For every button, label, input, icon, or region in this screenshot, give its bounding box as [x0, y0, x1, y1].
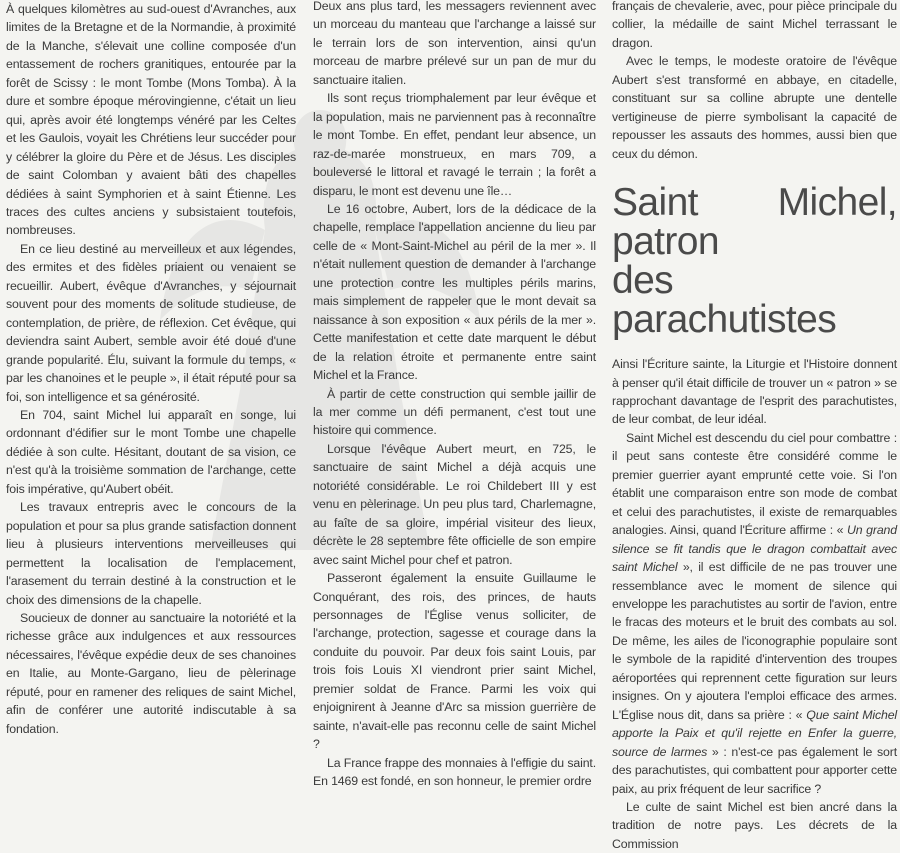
quote: Un grand silence se fit tandis que le dragon combattait avec saint Michel: [612, 523, 897, 575]
column-right: [612, 0, 897, 853]
paragraph: Deux ans plus tard, les messagers reviennent avec un morceau du manteau que l'archange a laissé sur le terrain lors de son intervention, ainsi qu'un morceau de marbre prélevé sur un pan de mur du sanctuaire italien.: [313, 0, 596, 87]
text-run: Saint Michel est descendu du ciel pour combattre : il peut sans conteste être considéré comme le premier guerrier ayant emprunté cette voie. Si l'on établit une comparaison entre son mode de combat et celui des parachutistes, il existe de remarquables analogies. Ainsi, quand l'Écriture affirme : «: [612, 430, 897, 538]
column-middle: [313, 0, 596, 790]
paragraph: Le 16 octobre, Aubert, lors de la dédicace de la chapelle, remplace l'appellation ancienne du lieu par celle de « Mont-Saint-Michel au péril de la mer ». Il n'était nullement question de demander à l'archange une protection contre les multiples périls marins, mais simplement de rappeler que le mont devait sa naissance à son exposition « aux périls de la mer ». Cette manifestation et cette date marquent le début de la relation étroite et permanente entre saint Michel et la France.: [313, 201, 596, 383]
paragraph: Passeront également la ensuite Guillaume le Conquérant, des rois, des princes, de hauts personnages de l'Église venus solliciter, de l'archange, protection, sagesse et courage dans la conduite du pouvoir. Par deux fois saint Louis, par trois fois Louis XI viendront prier saint Michel, premier soldat de France. Parmi les voix qui enjoignirent à Jeanne d'Arc sa mission guerrière de sainte, n'avait-elle pas reconnu celle de saint Michel ?: [313, 571, 596, 752]
paragraph: À quelques kilomètres au sud-ouest d'Avranches, aux limites de la Bretagne et de la Normandie, à proximité de la Manche, s'élevait une colline composée d'un entassement de rochers granitiques, entourée par la forêt de Scissy : le mont Tombe (Mons Tomba). À la dure et sombre époque mérovingienne, c'était un lieu qui, après avoir été longtemps vénéré par les Celtes et les Gaulois, voyait les Chrétiens leur succéder pour y célébrer la gloire du Père et de Jésus. Les disciples de saint Colomban y avaient bâti des chapelles dédiées à saint Symphorien et à saint Étienne. Les traces des cultes anciens y subsistaient toutefois, nombreuses.: [6, 2, 296, 238]
paragraph: Lorsque l'évêque Aubert meurt, en 725, le sanctuaire de saint Michel a déjà acquis une notoriété considérable. Le roi Childebert III y est venu en pèlerinage. Un peu plus tard, Charlemagne, au faîte de sa gloire, impérial visiteur des lieux, décrète le 28 septembre fête officielle de son empire avec saint Michel pour chef et patron.: [313, 441, 596, 567]
text-run: », il est difficile de ne pas trouver une ressemblance avec le moment de silence qui enveloppe les parachutistes au sortir de l'avion, entre le fracas des moteurs et le bruit des combats au sol. De même, les ailes de l'iconographie populaire sont le symbole de la rapidité d'intervention des troupes aéroportées qui reprennent cette figuration sur leurs insignes. On y ajoutera l'emploi efficace des armes. L'Église nous dit, dans sa prière : «: [612, 560, 897, 722]
paragraph: français de chevalerie, avec, pour pièce principale du collier, la médaille de saint Michel terrassant le dragon.: [612, 0, 897, 50]
text-run: » : n'est-ce pas également le sort des parachutistes, qui combattent pour apporter cette paix, au prix fréquent de leur sacrifice ?: [612, 744, 897, 796]
paragraph: [612, 429, 897, 798]
heading-line: Saint Michel, patron: [612, 181, 897, 264]
paragraph: La France frappe des monnaies à l'effigie du saint. En 1469 est fondé, en son honneur, le premier ordre: [313, 755, 596, 789]
quote: Que saint Michel apporte la Paix et qu'il rejette en Enfer la guerre, source de larmes: [612, 707, 897, 759]
paragraph: En 704, saint Michel lui apparaît en songe, lui ordonnant d'édifier sur le mont Tombe une chapelle dédiée à son culte. Hésitant, doutant de sa vision, ce n'est qu'à la troisième sommation de l'archange, cette fois impérative, qu'Aubert obéit.: [6, 407, 296, 496]
section-heading: [612, 181, 897, 342]
paragraph: Soucieux de donner au sanctuaire la notoriété et la richesse grâce aux indulgences et aux ressources nécessaires, l'évêque expédie deux de ses chanoines en Italie, au Monte-Gargano, lieu de pèlerinage réputé, pour en ramener des reliques de saint Michel, afin de conférer une autorité indiscutable à sa fondation.: [6, 610, 296, 736]
paragraph: Ainsi l'Écriture sainte, la Liturgie et l'Histoire donnent à penser qu'il était difficile de trouver un « patron » se rapprochant davantage de l'esprit des parachutistes, de leur combat, de leur idéal.: [612, 357, 897, 427]
paragraph: Avec le temps, le modeste oratoire de l'évêque Aubert s'est transformé en abbaye, en citadelle, constituant sur sa colline abrupte une dentelle vertigineuse de pierre symbolisant la capacité de repousser les assauts des hommes, aussi bien que ceux du démon.: [612, 54, 897, 161]
column-left: [6, 0, 296, 738]
paragraph: Ils sont reçus triomphalement par leur évêque et la population, mais ne parviennent pas à reconnaître le mont Tombe. En effet, pendant leur absence, un raz-de-marée monstrueux, en mars 709, a bouleversé le littoral et ravagé le terrain ; la forêt a disparu, le mont est devenu une île…: [313, 91, 596, 198]
paragraph: En ce lieu destiné au merveilleux et aux légendes, des ermites et des fidèles priaient ou venaient se recueillir. Aubert, évêque d'Avranches, y séjournait souvent pour des moments de solitude studieuse, de contemplation, de prière, de réflexion. Cet évêque, qui deviendra saint Aubert, semble avoir été doué d'une grande popularité. Élu, suivant la formule du temps, « par les chanoines et le peuple », il était réputé pour sa foi, son intelligence et sa générosité.: [6, 241, 296, 404]
paragraph: Les travaux entrepris avec le concours de la population et pour sa plus grande satisfaction donnent lieu à plusieurs interventions merveilleuses qui permettent la localisation de l'emplacement, l'arasement du terrain destiné à la construction et le choix des dimensions de la chapelle.: [6, 500, 296, 607]
paragraph: À partir de cette construction qui semble jaillir de la mer comme un défi permanent, c'est tout une histoire qui commence.: [313, 386, 596, 438]
paragraph: Le culte de saint Michel est bien ancré dans la tradition de notre pays. Les décrets de la Commission: [612, 799, 897, 851]
heading-line: des parachutistes: [612, 259, 837, 342]
